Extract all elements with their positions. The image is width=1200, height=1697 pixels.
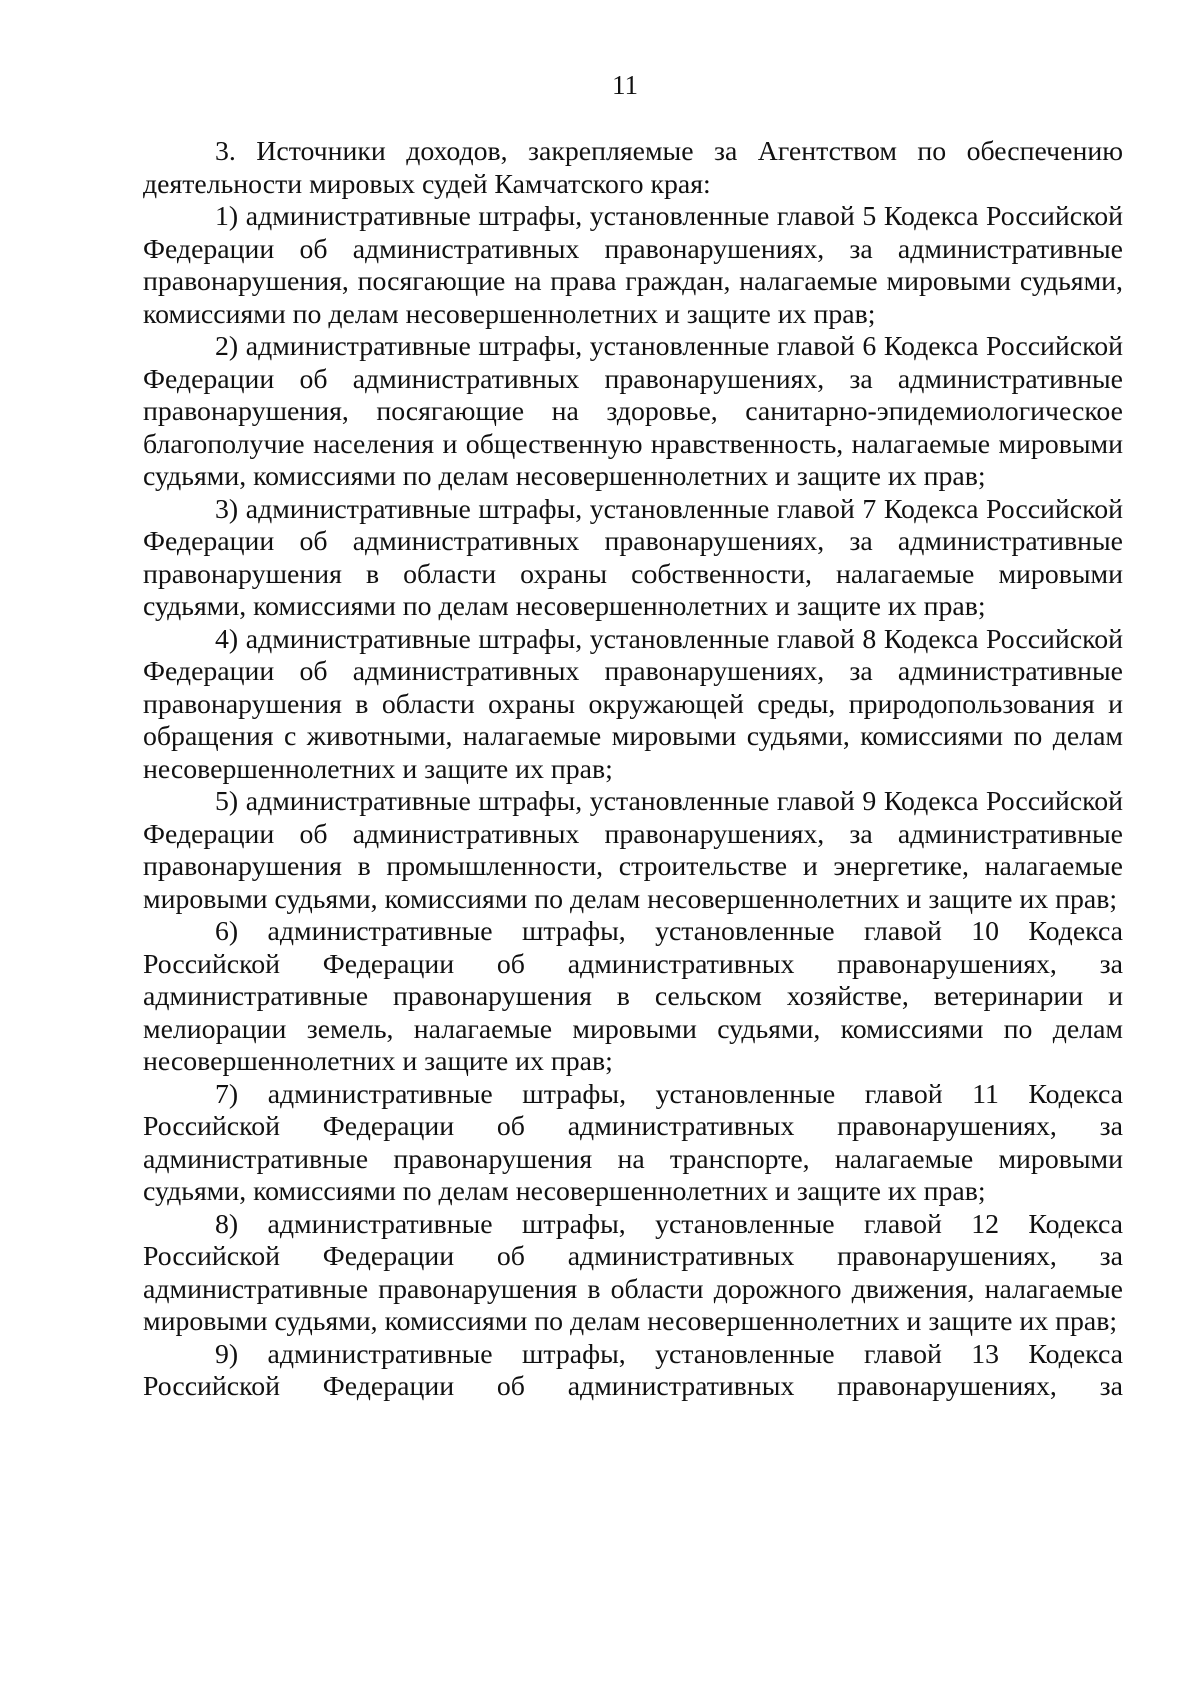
- paragraph-item-7: 7) административные штрафы, установленные главой 11 Кодекса Российской Федерации об административных правонарушениях, за административные правонарушения на транспорте, налагаемые мировыми судьями, комиссиями по делам несовершеннолетних и защите их прав;: [143, 1078, 1123, 1207]
- paragraph-item-5: 5) административные штрафы, установленные главой 9 Кодекса Российской Федерации об административных правонарушениях, за административные правонарушения в промышленности, строительстве и энергетике, налагаемые мировыми судьями, комиссиями по делам несовершеннолетних и защите их прав;: [143, 786, 1123, 915]
- paragraph-item-9: 9) административные штрафы, установленные главой 13 Кодекса Российской Федерации об административных правонарушениях, за: [143, 1338, 1123, 1402]
- paragraph-item-6: 6) административные штрафы, установленные главой 10 Кодекса Российской Федерации об административных правонарушениях, за административные правонарушения в сельском хозяйстве, ветеринарии и мелиорации земель, налагаемые мировыми судьями, комиссиями по делам несовершеннолетних и защите их прав;: [143, 916, 1123, 1077]
- document-body: [143, 136, 1123, 1404]
- paragraph-item-8: 8) административные штрафы, установленные главой 12 Кодекса Российской Федерации об административных правонарушениях, за административные правонарушения в области дорожного движения, налагаемые мировыми судьями, комиссиями по делам несовершеннолетних и защите их прав;: [143, 1208, 1123, 1337]
- paragraph-item-1: 1) административные штрафы, установленные главой 5 Кодекса Российской Федерации об административных правонарушениях, за административные правонарушения, посягающие на права граждан, налагаемые мировыми судьями, комиссиями по делам несовершеннолетних и защите их прав;: [143, 201, 1123, 330]
- paragraph-item-4: 4) административные штрафы, установленные главой 8 Кодекса Российской Федерации об административных правонарушениях, за административные правонарушения в области охраны окружающей среды, природопользования и обращения с животными, налагаемые мировыми судьями, комиссиями по делам несовершеннолетних и защите их прав;: [143, 623, 1123, 785]
- paragraph-section-3: 3. Источники доходов, закрепляемые за Агентством по обеспечению деятельности мировых судей Камчатского края:: [143, 136, 1123, 200]
- paragraph-item-2: 2) административные штрафы, установленные главой 6 Кодекса Российской Федерации об административных правонарушениях, за административные правонарушения, посягающие на здоровье, санитарно-эпидемиологическое благополучие населения и общественную нравственность, налагаемые мировыми судьями, комиссиями по делам несовершеннолетних и защите их прав;: [143, 331, 1123, 492]
- paragraph-item-3: 3) административные штрафы, установленные главой 7 Кодекса Российской Федерации об административных правонарушениях, за административные правонарушения в области охраны собственности, налагаемые мировыми судьями, комиссиями по делам несовершеннолетних и защите их прав;: [143, 493, 1123, 622]
- page-number: 11: [612, 70, 638, 100]
